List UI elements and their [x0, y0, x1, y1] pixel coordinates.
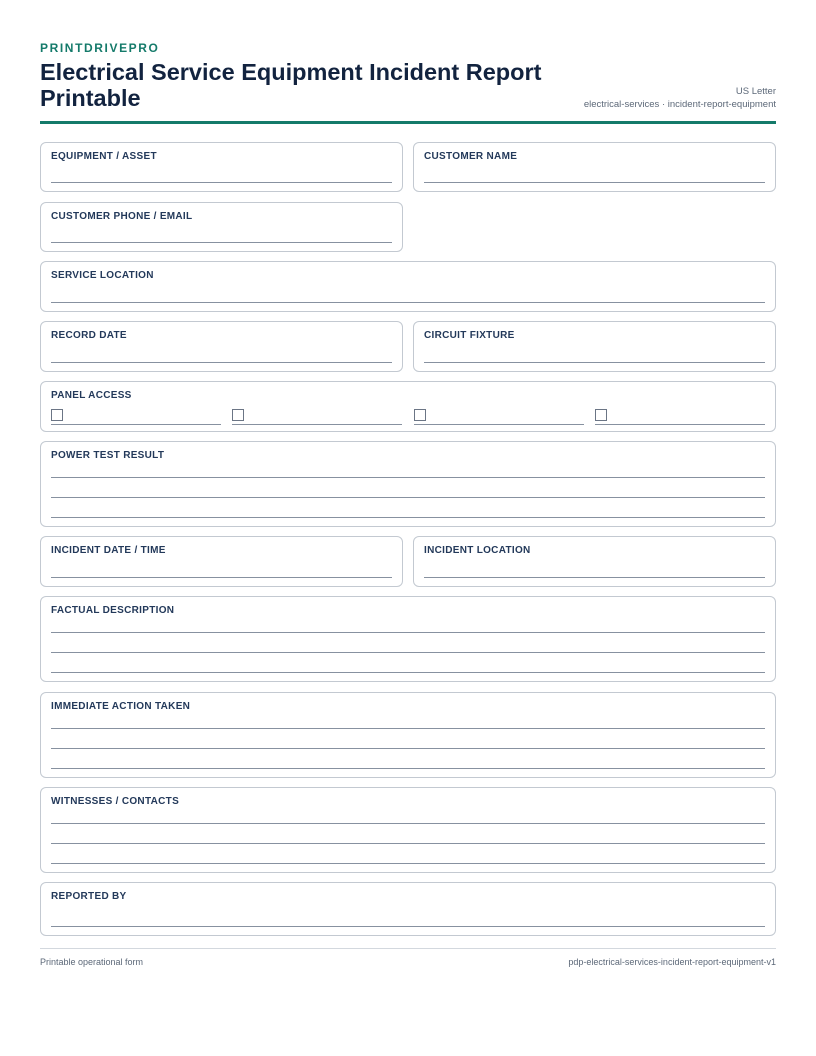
factual-description-line-3[interactable] — [51, 672, 765, 673]
service-location-label: SERVICE LOCATION — [51, 270, 154, 281]
customer-phone-email-label: CUSTOMER PHONE / EMAIL — [51, 211, 193, 222]
witnesses-contacts-line-1[interactable] — [51, 823, 765, 824]
footer-form-id: pdp-electrical-services-incident-report-equipment-v1 — [568, 957, 776, 967]
service-location-field[interactable] — [40, 261, 776, 312]
witnesses-contacts-label: WITNESSES / CONTACTS — [51, 796, 180, 807]
customer-name-label: CUSTOMER NAME — [424, 151, 518, 162]
panel-access-option-2[interactable] — [232, 408, 402, 425]
witnesses-contacts-line-3[interactable] — [51, 863, 765, 864]
incident-date-time-field[interactable] — [40, 536, 403, 587]
checkbox[interactable] — [51, 409, 63, 421]
document-meta — [584, 85, 776, 111]
panel-access-field — [40, 381, 776, 432]
record-date-field[interactable] — [40, 321, 403, 372]
reported-by-line[interactable] — [51, 926, 765, 927]
equipment-asset-line[interactable] — [51, 182, 392, 183]
power-test-result-line-3[interactable] — [51, 517, 765, 518]
panel-access-label: PANEL ACCESS — [51, 390, 132, 401]
checkbox[interactable] — [232, 409, 244, 421]
witnesses-contacts-field[interactable] — [40, 787, 776, 873]
immediate-action-taken-line-2[interactable] — [51, 748, 765, 749]
immediate-action-taken-label: IMMEDIATE ACTION TAKEN — [51, 701, 191, 712]
brand-name: PRINTDRIVEPRO — [40, 41, 160, 55]
incident-location-line[interactable] — [424, 577, 765, 578]
checkbox[interactable] — [414, 409, 426, 421]
circuit-fixture-label: CIRCUIT FIXTURE — [424, 330, 515, 341]
checkbox[interactable] — [595, 409, 607, 421]
panel-access-option-4[interactable] — [595, 408, 765, 425]
factual-description-field[interactable] — [40, 596, 776, 682]
record-date-line[interactable] — [51, 362, 392, 363]
document-slug: electrical-services · incident-report-equipment — [583, 99, 776, 110]
circuit-fixture-field[interactable] — [413, 321, 776, 372]
customer-name-line[interactable] — [424, 182, 765, 183]
paper-size: US Letter — [735, 86, 776, 97]
footer-divider — [40, 948, 776, 949]
page-title: Electrical Service Equipment Incident Report Printable — [40, 59, 542, 111]
factual-description-label: FACTUAL DESCRIPTION — [51, 605, 175, 616]
witnesses-contacts-line-2[interactable] — [51, 843, 765, 844]
panel-access-option-3[interactable] — [414, 408, 584, 425]
footer-description: Printable operational form — [40, 957, 144, 967]
circuit-fixture-line[interactable] — [424, 362, 765, 363]
customer-phone-email-field[interactable] — [40, 202, 403, 252]
customer-phone-email-line[interactable] — [51, 242, 392, 243]
power-test-result-line-1[interactable] — [51, 477, 765, 478]
equipment-asset-label: EQUIPMENT / ASSET — [51, 151, 157, 162]
incident-date-time-line[interactable] — [51, 577, 392, 578]
immediate-action-taken-line-1[interactable] — [51, 728, 765, 729]
equipment-asset-field[interactable] — [40, 142, 403, 192]
incident-location-label: INCIDENT LOCATION — [424, 545, 531, 556]
power-test-result-label: POWER TEST RESULT — [51, 450, 165, 461]
power-test-result-line-2[interactable] — [51, 497, 765, 498]
immediate-action-taken-line-3[interactable] — [51, 768, 765, 769]
panel-access-option-1[interactable] — [51, 408, 221, 425]
reported-by-field[interactable] — [40, 882, 776, 936]
service-location-line[interactable] — [51, 302, 765, 303]
factual-description-line-1[interactable] — [51, 632, 765, 633]
reported-by-label: REPORTED BY — [51, 891, 127, 902]
immediate-action-taken-field[interactable] — [40, 692, 776, 778]
power-test-result-field[interactable] — [40, 441, 776, 527]
header-divider — [40, 121, 776, 124]
incident-location-field[interactable] — [413, 536, 776, 587]
record-date-label: RECORD DATE — [51, 330, 127, 341]
incident-date-time-label: INCIDENT DATE / TIME — [51, 545, 166, 556]
factual-description-line-2[interactable] — [51, 652, 765, 653]
customer-name-field[interactable] — [413, 142, 776, 192]
